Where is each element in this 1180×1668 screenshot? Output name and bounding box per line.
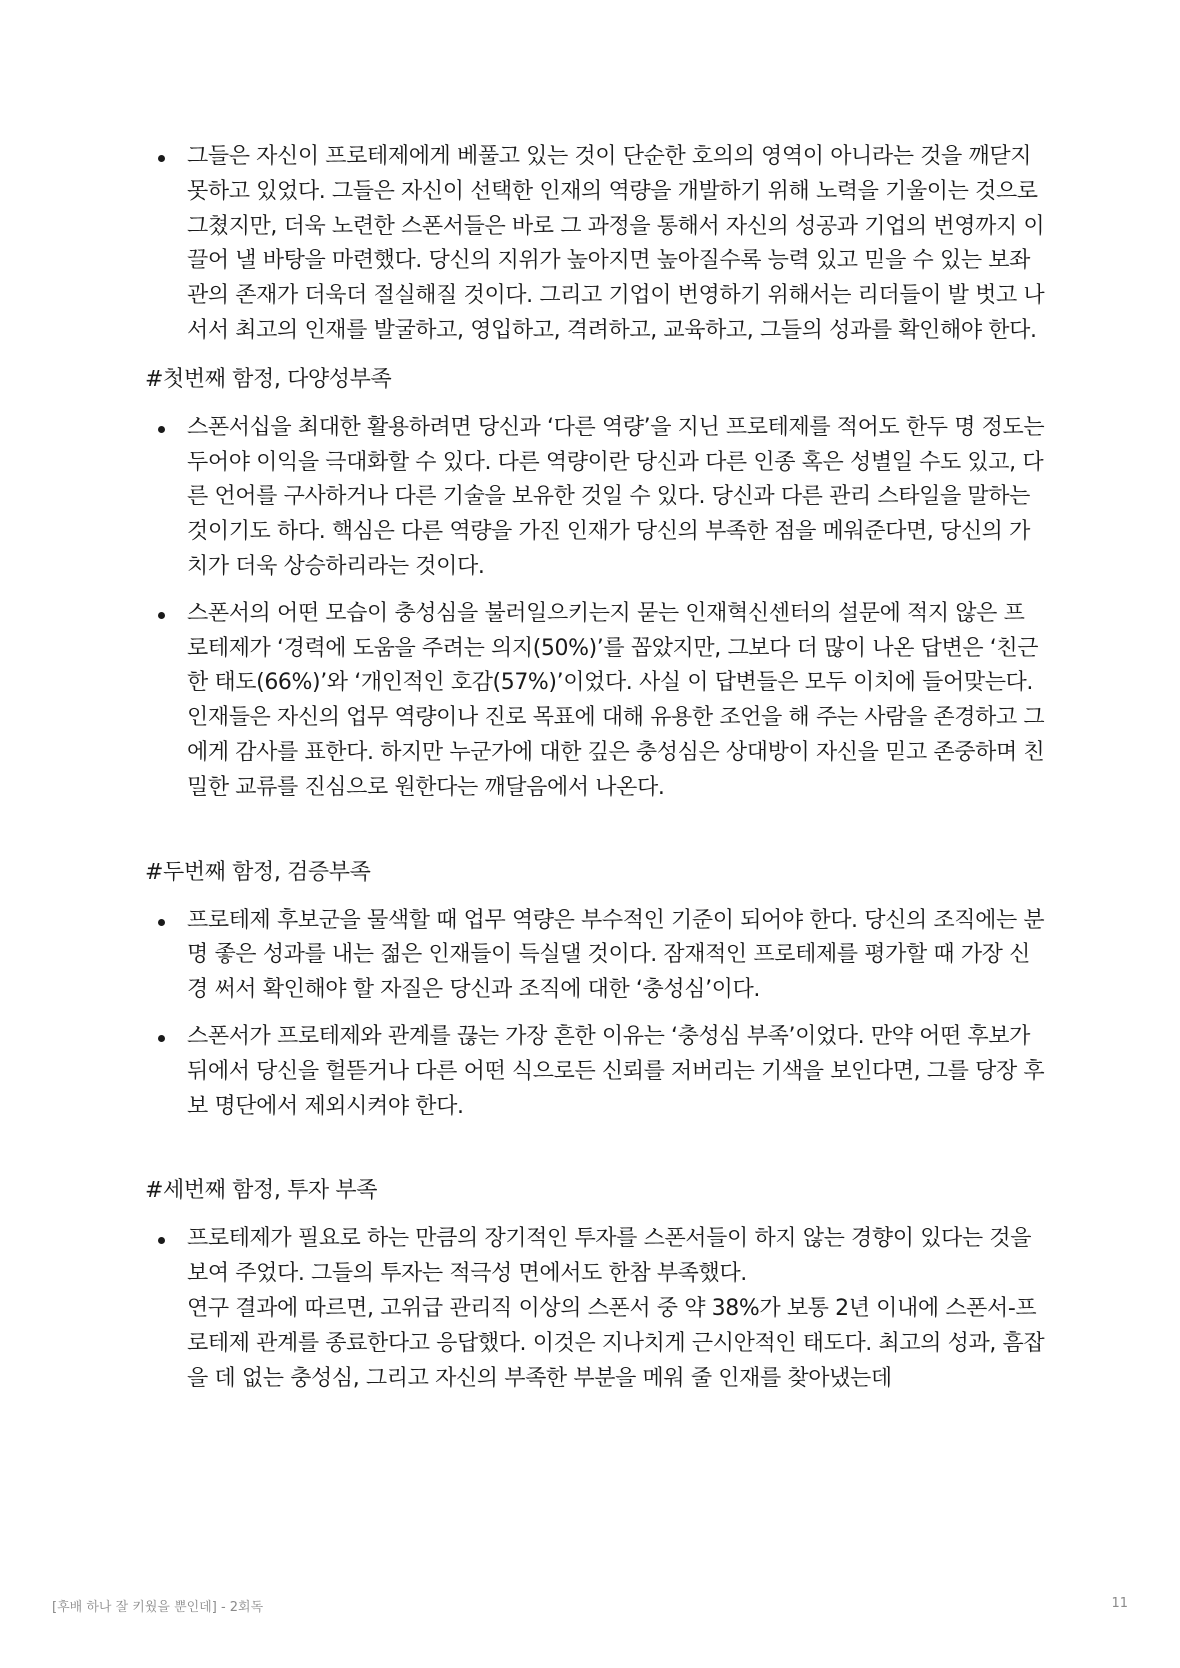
bullet-text: 스폰서십을 최대한 활용하려면 당신과 ‘다른 역량’을 지닌 프로테제를 적어도 한두 명 정도는 두어야 이익을 극대화할 수 있다. 다른 역량이란 당신과 다른 인종 혹은 성별일 수도 있고, 다른 언어를 구사하거나 다른 기술을 보유한 것일 수 있다. 당신과 다른 관리 스타일을 말하는 것이기도 하다. 핵심은 다른 역량을 가진 인재가 당신의 부족한 점을 메워준다면, 당신의 가치가 더욱 상승하리라는 것이다.: [187, 414, 1045, 579]
trap-2-section: [145, 856, 1045, 1125]
trap-3-bullet-list: [145, 1222, 1045, 1396]
trap-1-bullet-list: [145, 411, 1045, 806]
trap-3-section: [145, 1174, 1045, 1396]
section-heading-trap-2: #두번째 함정, 검증부족: [145, 859, 371, 885]
bullet-item: [145, 904, 1045, 1008]
intro-section: [145, 140, 1045, 349]
bullet-item: [145, 411, 1045, 585]
intro-bullet-list: [145, 140, 1045, 349]
bullet-text: 그들은 자신이 프로테제에게 베풀고 있는 것이 단순한 호의의 영역이 아니라는 것을 깨닫지 못하고 있었다. 그들은 자신이 선택한 인재의 역량을 개발하기 위해 노력을 기울이는 것으로 그쳤지만, 더욱 노련한 스폰서들은 바로 그 과정을 통해서 자신의 성공과 기업의 번영까지 이끌어 낼 바탕을 마련했다. 당신의 지위가 높아지면 높아질수록 능력 있고 믿을 수 있는 보좌관의 존재가 더욱더 절실해질 것이다. 그리고 기업이 번영하기 위해서는 리더들이 발 벗고 나서서 최고의 인재를 발굴하고, 영입하고, 격려하고, 교육하고, 그들의 성과를 확인해야 한다.: [187, 144, 1045, 343]
bullet-item: [145, 597, 1045, 806]
bullet-text: 스폰서의 어떤 모습이 충성심을 불러일으키는지 묻는 인재혁신센터의 설문에 적지 않은 프로테제가 ‘경력에 도움을 주려는 의지(50%)’를 꼽았지만, 그보다 더 많이 나온 답변은 ‘친근한 태도(66%)’와 ‘개인적인 호감(57%)’이었다. 사실 이 답변들은 모두 이치에 들어맞는다. 인재들은 자신의 업무 역량이나 진로 목표에 대해 유용한 조언을 해 주는 사람을 존경하고 그에게 감사를 표한다. 하지만 누군가에 대한 깊은 충성심은 상대방이 자신을 믿고 존중하며 친밀한 교류를 진심으로 원한다는 깨달음에서 나온다.: [187, 600, 1045, 800]
trap-1-section: [145, 363, 1045, 806]
footer-document-title: [후배 하나 잘 키웠을 뿐인데] - 2회독: [52, 1600, 264, 1615]
trap-2-bullet-list: [145, 904, 1045, 1125]
page-body: [145, 140, 1045, 1408]
bullet-text-continued: 연구 결과에 따르면, 고위급 관리직 이상의 스폰서 중 약 38%가 보통 2년 이내에 스폰서-프로테제 관계를 종료한다고 응답했다. 이것은 지나치게 근시안적인 태도다. 최고의 성과, 흠잡을 데 없는 충성심, 그리고 자신의 부족한 부분을 메워 줄 인재를 찾아냈는데: [187, 1295, 1045, 1391]
section-heading-trap-1: #첫번째 함정, 다양성부족: [145, 366, 392, 392]
bullet-text: 스폰서가 프로테제와 관계를 끊는 가장 흔한 이유는 ‘충성심 부족’이었다. 만약 어떤 후보가 뒤에서 당신을 헐뜯거나 다른 어떤 식으로든 신뢰를 저버리는 기색을 보인다면, 그를 당장 후보 명단에서 제외시켜야 한다.: [187, 1023, 1045, 1119]
footer-page-number: 11: [1111, 1596, 1128, 1611]
bullet-text: 프로테제가 필요로 하는 만큼의 장기적인 투자를 스폰서들이 하지 않는 경향이 있다는 것을 보여 주었다. 그들의 투자는 적극성 면에서도 한참 부족했다.: [187, 1226, 1032, 1287]
bullet-item: [145, 1222, 1045, 1396]
bullet-text: 프로테제 후보군을 물색할 때 업무 역량은 부수적인 기준이 되어야 한다. 당신의 조직에는 분명 좋은 성과를 내는 젊은 인재들이 득실댈 것이다. 잠재적인 프로테제를 평가할 때 가장 신경 써서 확인해야 할 자질은 당신과 조직에 대한 ‘충성심’이다.: [187, 907, 1045, 1003]
section-heading-trap-3: #세번째 함정, 투자 부족: [145, 1178, 378, 1204]
bullet-item: [145, 1020, 1045, 1124]
bullet-item: [145, 140, 1045, 349]
